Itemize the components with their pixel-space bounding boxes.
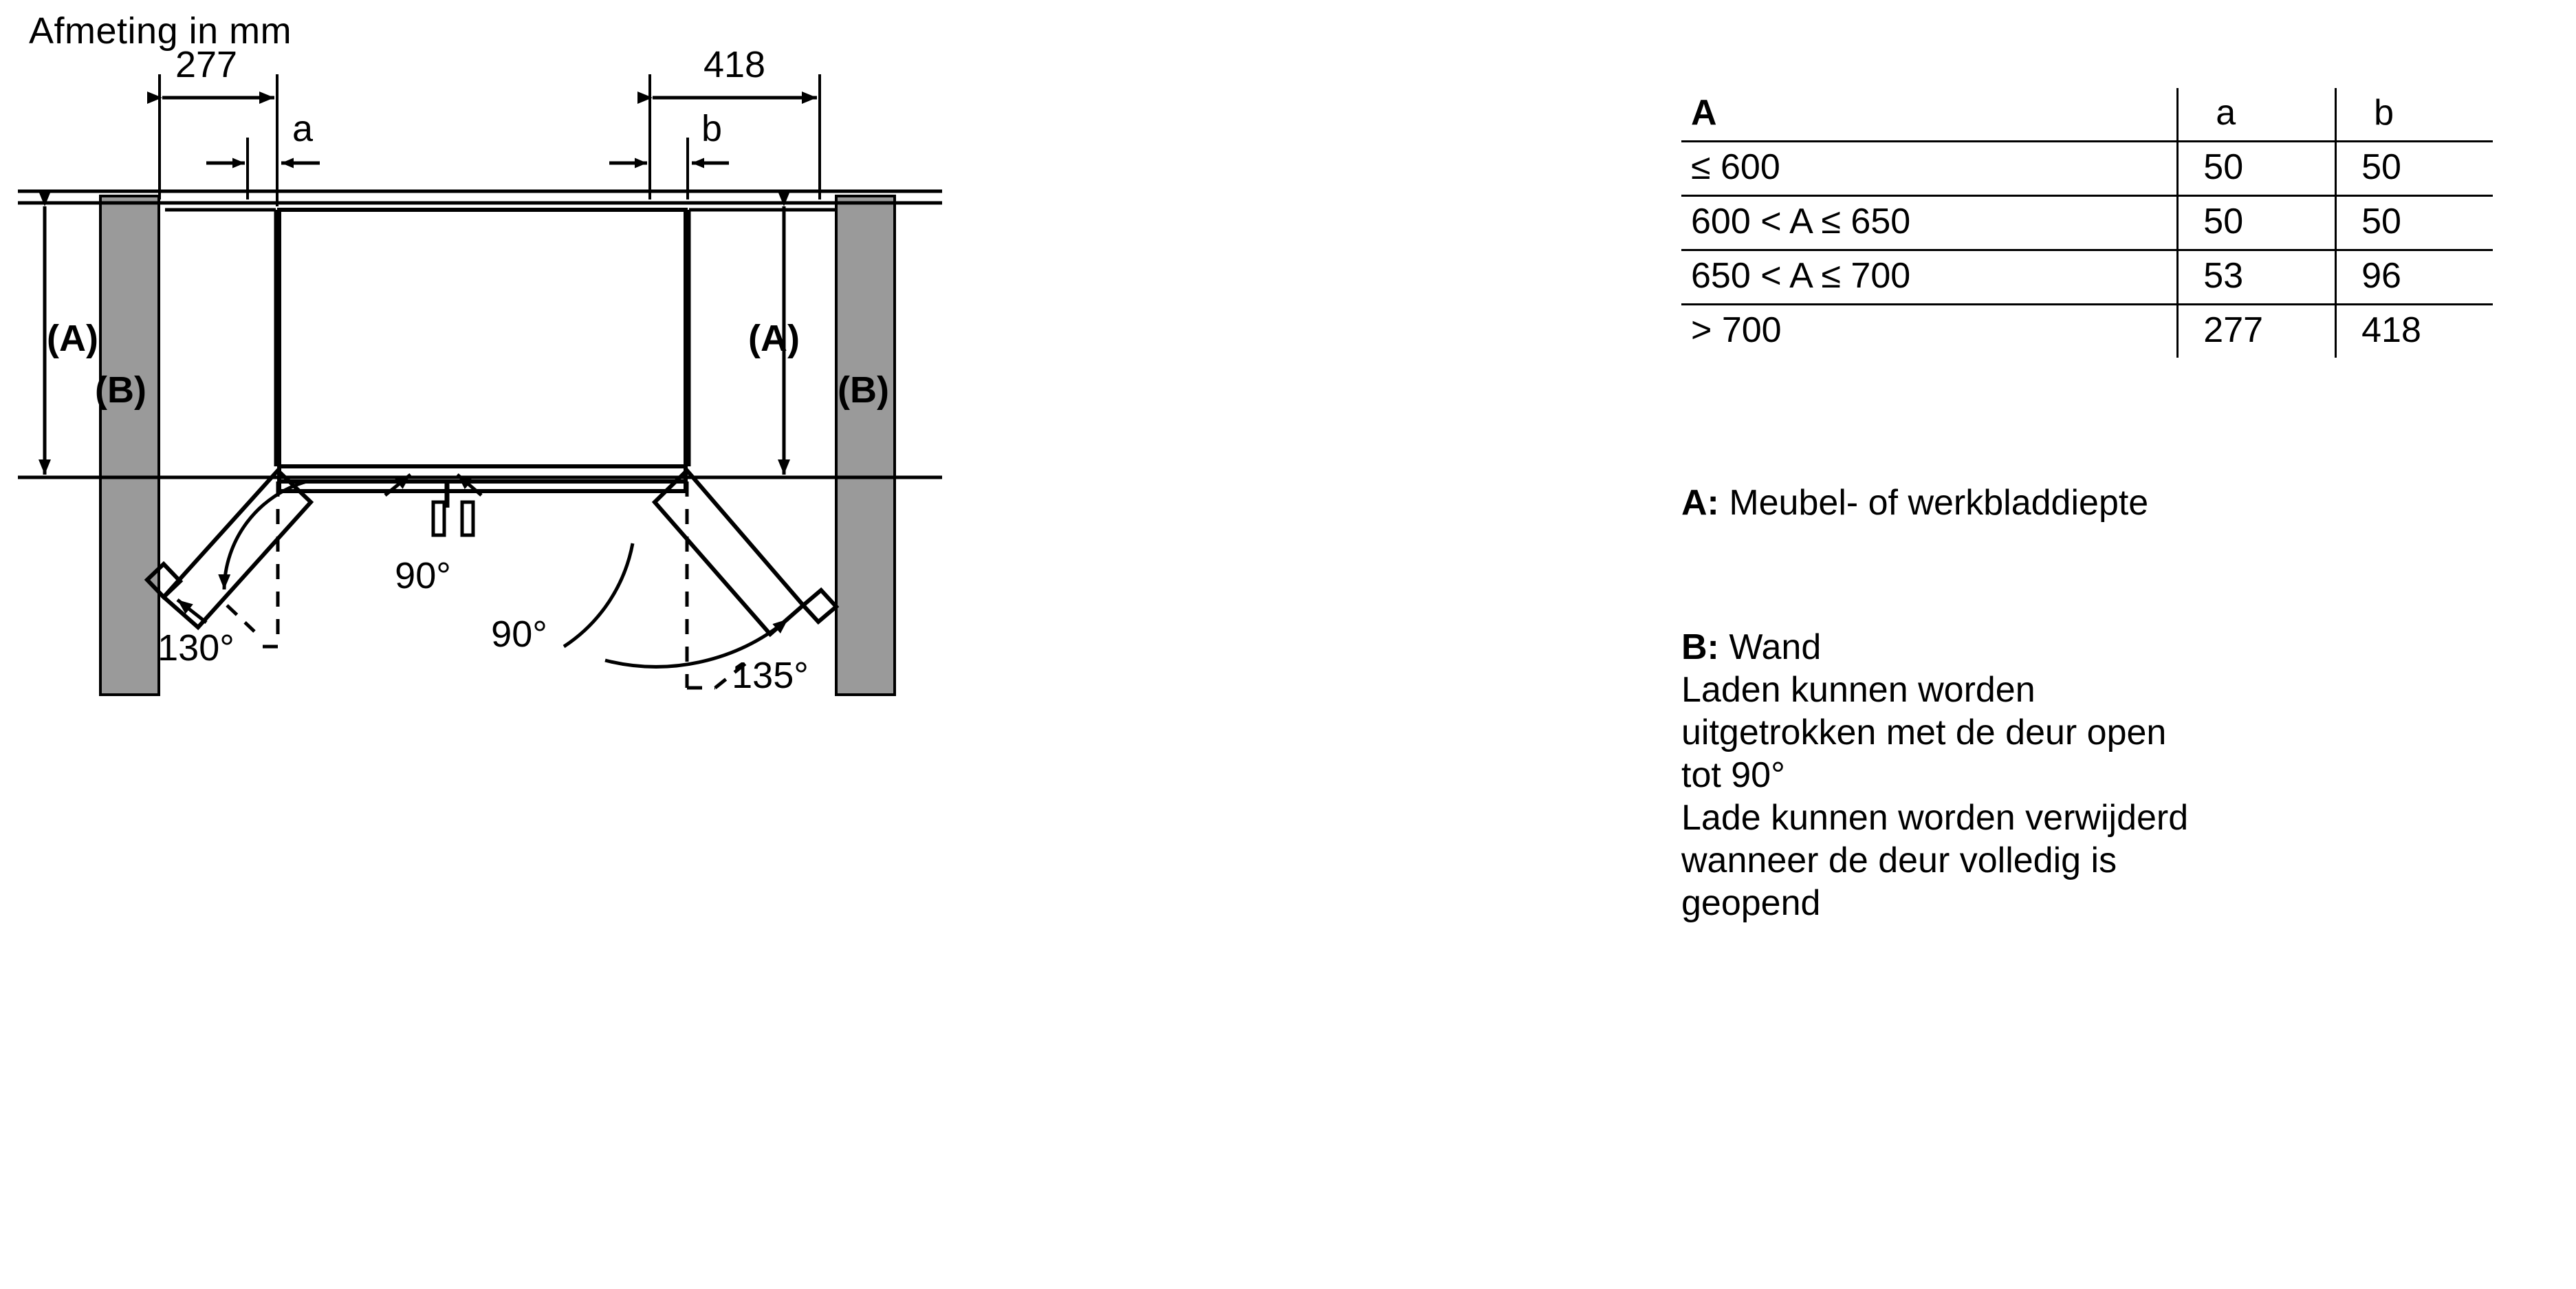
- dim-label-418: 418: [703, 44, 766, 85]
- appliance-door-plane: [279, 466, 686, 481]
- right-door-dashed-90: [687, 481, 715, 688]
- angle-label-right-90: 90°: [491, 614, 547, 655]
- label-depth-right: (A): [748, 318, 800, 359]
- label-depth-left: (A): [47, 318, 98, 359]
- cell-range: > 700: [1691, 310, 1782, 350]
- note-b-text: Wand: [1718, 627, 1822, 667]
- cell-a: 53: [2178, 250, 2336, 305]
- left-door-dashed-90: [254, 481, 278, 647]
- table-row: [1681, 196, 2493, 250]
- table-header-small-a: a: [2178, 88, 2336, 142]
- appliance-body: [279, 210, 686, 466]
- label-wall-left: (B): [95, 369, 146, 411]
- left-door-open: [147, 470, 311, 627]
- note-b: [1681, 626, 2575, 924]
- table-body: [1681, 142, 2493, 358]
- note-a-key: A:: [1681, 483, 1719, 523]
- cell-a: 50: [2178, 142, 2336, 196]
- note-b-key: B:: [1681, 627, 1719, 667]
- cell-range: 600 < A ≤ 650: [1681, 196, 2178, 250]
- wall-block-left: [100, 196, 159, 695]
- handle-left: [433, 502, 444, 535]
- label-wall-right: (B): [838, 369, 889, 411]
- table-head: [1681, 88, 2493, 142]
- note-b-line: tot 90°: [1681, 755, 1785, 795]
- wall-block-right: [836, 196, 895, 695]
- angle-label-left-90: 90°: [395, 555, 451, 596]
- note-b-line: uitgetrokken met de deur open: [1681, 713, 2167, 752]
- note-b-line: wanneer de deur volledig is: [1681, 841, 2117, 880]
- clearance-table: [1681, 88, 2493, 358]
- arc-right-90-leader: [564, 543, 633, 647]
- table-row: [1681, 142, 2493, 196]
- cell-range: 650 < A ≤ 700: [1681, 250, 2178, 305]
- right-door-open: [655, 470, 836, 634]
- note-a-text: Meubel- of werkbladdiepte: [1718, 483, 2149, 523]
- table-header-a: A: [1681, 88, 2178, 142]
- cell-a: 50: [2178, 196, 2336, 250]
- drawing-title: Afmeting in mm: [29, 10, 292, 52]
- angle-label-130: 130°: [157, 627, 234, 669]
- dim-label-b: b: [701, 108, 723, 149]
- table-header-small-b: b: [2336, 88, 2493, 142]
- handle-right: [462, 502, 473, 535]
- cell-b: 50: [2336, 196, 2493, 250]
- cell-range: ≤ 600: [1681, 142, 2178, 196]
- table-row: [1681, 250, 2493, 305]
- arc-left-90: [224, 481, 307, 589]
- table-row: [1681, 305, 2493, 358]
- dim-label-a: a: [292, 108, 314, 149]
- cell-b: 418: [2336, 305, 2493, 358]
- note-a: [1681, 481, 2575, 524]
- cell-b: 96: [2336, 250, 2493, 305]
- cell-b: 50: [2336, 142, 2493, 196]
- note-b-title: [1681, 626, 2575, 669]
- note-b-line: geopend: [1681, 883, 1821, 923]
- specification-panel: [1664, 0, 2576, 1289]
- table-header-row: [1681, 88, 2493, 142]
- cell-a: 277: [2178, 305, 2336, 358]
- angle-label-135: 135°: [732, 655, 809, 696]
- note-b-line: Lade kunnen worden verwijderd: [1681, 798, 2189, 838]
- dim-label-277: 277: [175, 44, 238, 85]
- note-b-line: Laden kunnen worden: [1681, 670, 2035, 710]
